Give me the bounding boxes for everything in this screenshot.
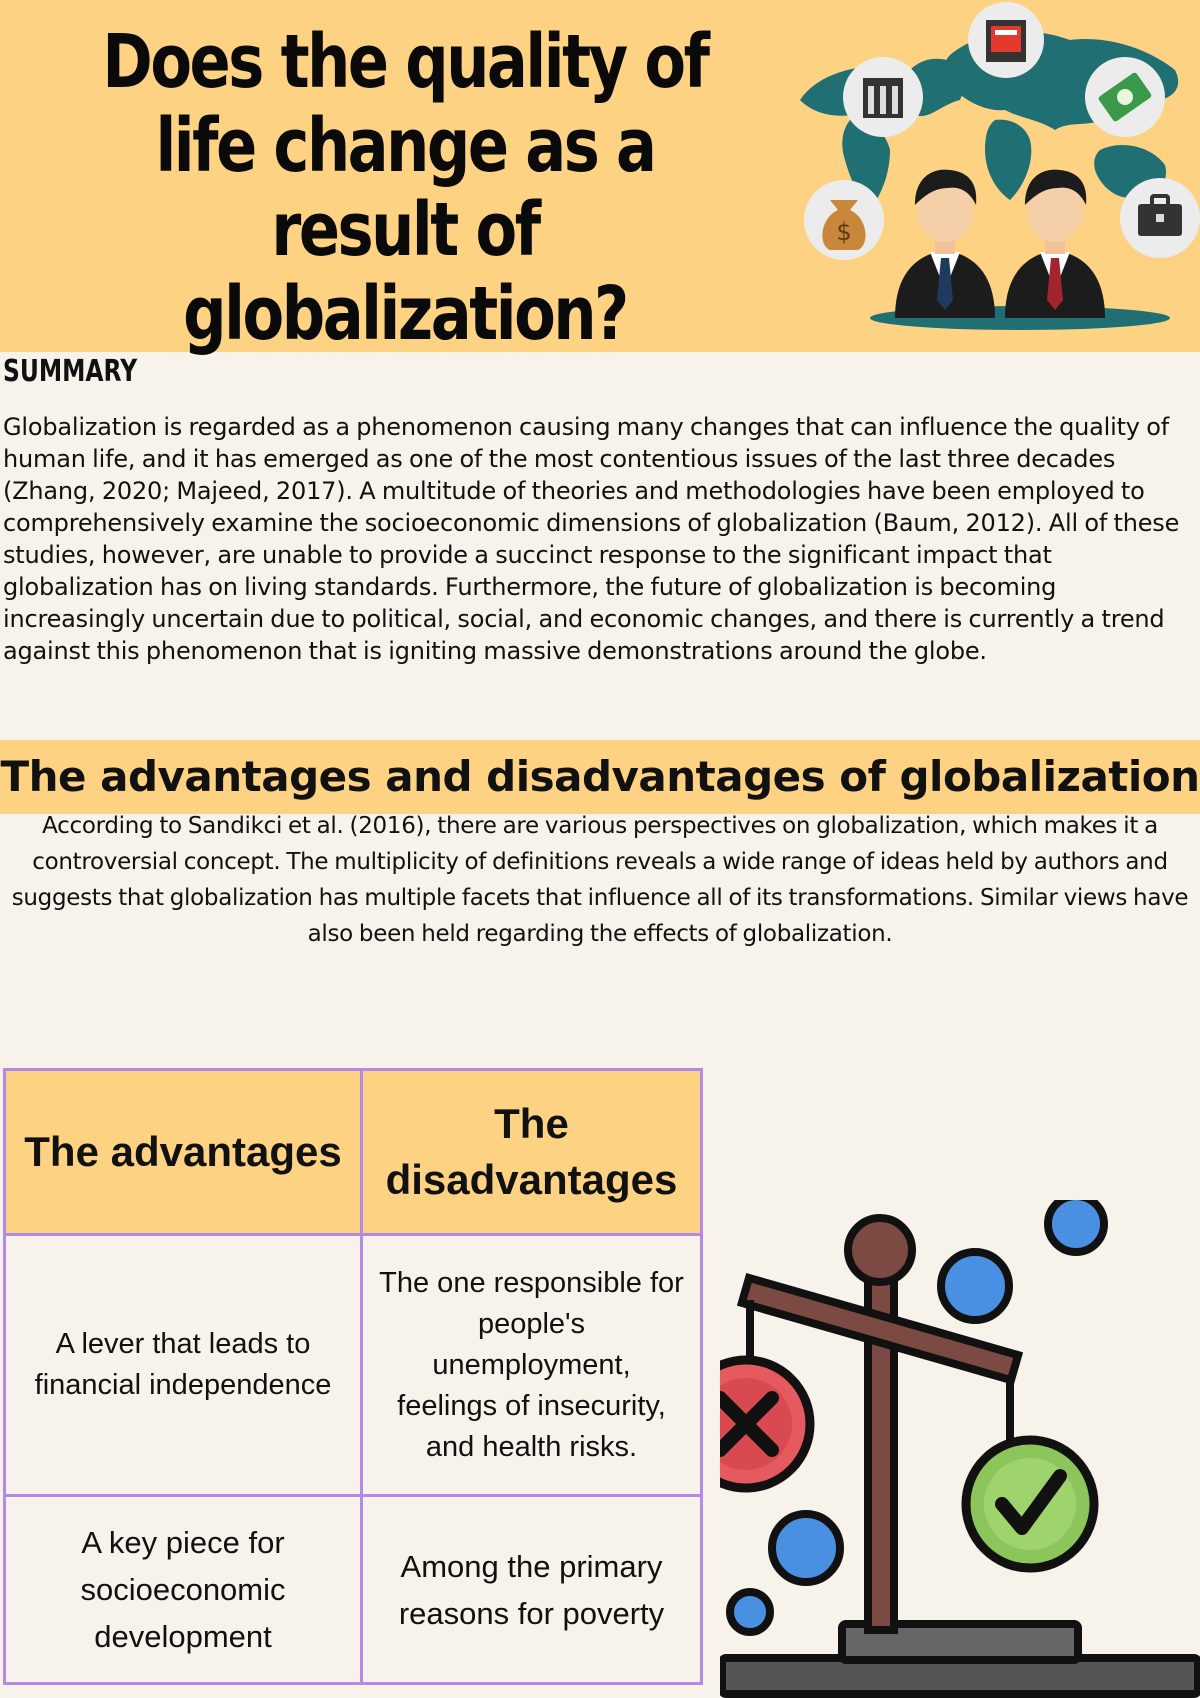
disadvantages-header: The disadvantages [362,1070,702,1235]
money-icon [1085,57,1165,137]
businessman-left [895,170,995,318]
table-row [5,1235,702,1496]
disadvantage-cell: The one responsible for people's unemployment, feelings of insecurity, and health risks. [362,1235,702,1496]
page-title: Does the quality of life change as a result of globalization? [102,19,708,357]
svg-text:$: $ [836,218,852,246]
businessman-right [1005,170,1105,318]
globe-businessmen-illustration [790,0,1200,352]
table-header-row [5,1070,702,1235]
bank-icon [843,57,923,137]
briefcase-icon [1120,178,1200,258]
advantages-header: The advantages [5,1070,362,1235]
balance-scale-illustration [720,1200,1200,1698]
advantage-cell: A lever that leads to financial independence [5,1235,362,1496]
cross-icon [720,1360,810,1488]
section-heading: The advantages and disadvantages of globalization [0,752,1200,801]
intro-paragraph: According to Sandikci et al. (2016), there are various perspectives on globalization, which makes it a controversial concept. The multiplicity of definitions reveals a wide range of ideas held by authors and suggests that globalization has multiple facets that influence all of its transformations. Similar views have also been held regarding the effects of globalization. [11,813,1189,947]
check-icon [966,1440,1094,1568]
scale-top-knob [848,1218,912,1282]
newspaper-icon [968,2,1044,78]
money-bag-icon [804,180,884,260]
table-row [5,1496,702,1684]
comparison-table [3,1068,703,1685]
summary-heading: SUMMARY [3,354,138,389]
disadvantage-cell: Among the primary reasons for poverty [362,1496,702,1684]
advantage-cell: A key piece for socioeconomic development [5,1496,362,1684]
scale-pole [868,1250,894,1630]
scale-base [722,1624,1198,1694]
summary-paragraph: Globalization is regarded as a phenomenon causing many changes that can influence the quality of human life, and it has emerged as one of the most contentious issues of the last three decades (Zhang, 2020; Majeed, 2017). A multitude of theories and methodologies have been employed to comprehensively examine the socioeconomic dimensions of globalization (Baum, 2012). All of these studies, however, are unable to provide a succinct response to the significant impact that globalization has on living standards. Furthermore, the future of globalization is becoming increasingly uncertain due to political, social, and economic changes, and there is currently a trend against this phenomenon that is igniting massive demonstrations around the globe. [3,413,1180,665]
